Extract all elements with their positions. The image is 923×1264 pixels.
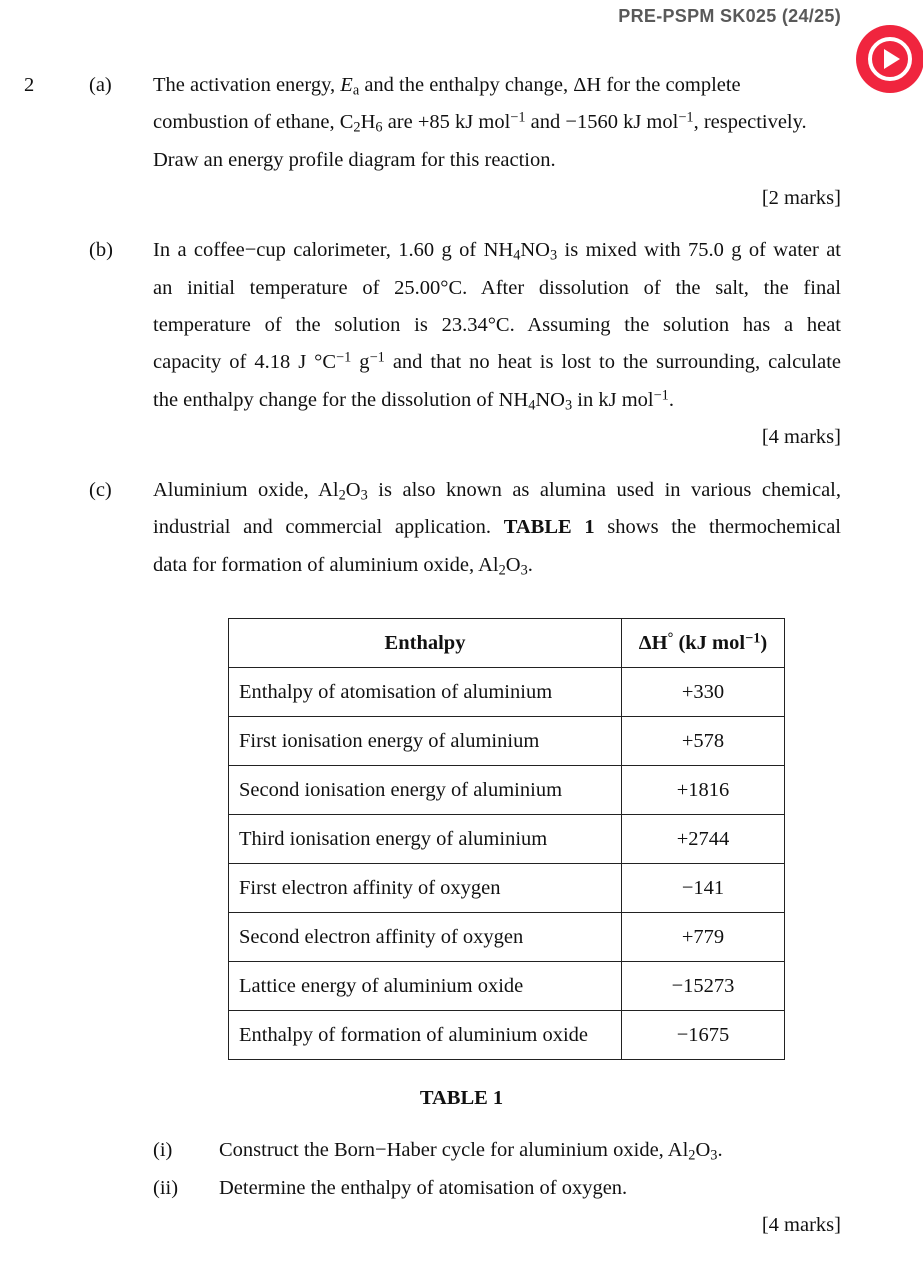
row-value: +2744 [622, 815, 785, 864]
row-label: Second ionisation energy of aluminium [229, 766, 622, 815]
row-value: +578 [622, 717, 785, 766]
row-label: First electron affinity of oxygen [229, 864, 622, 913]
part-c-ii-label: (ii) [153, 1177, 179, 1199]
table-row [229, 1011, 785, 1060]
row-value: +330 [622, 668, 785, 717]
row-value: +1816 [622, 766, 785, 815]
row-label: First ionisation energy of aluminium [229, 717, 622, 766]
table-row [229, 668, 785, 717]
part-b-line-4: capacity of 4.18 J $^\circ C^{-1}$ $g^{-1}$ and that no heat is lost to the surrounding, calculate [153, 349, 842, 373]
part-a-marks: [2 marks] [761, 187, 841, 209]
row-label: Second electron affinity of oxygen [229, 913, 622, 962]
part-c-ii-text: Determine the enthalpy of atomisation of oxygen. [219, 1177, 628, 1199]
row-label: Third ionisation energy of aluminium [229, 815, 622, 864]
part-b-line-2: an initial temperature of 25.00°C. After dissolution of the salt, the final [153, 277, 841, 299]
page-header-code: PRE-PSPM SK025 (24/25) [618, 6, 841, 26]
row-value: +779 [622, 913, 785, 962]
part-c-line-1: Aluminium oxide, $Al_2O_3$ is also known as alumina used in various chemical, [153, 479, 841, 504]
part-c-i-label: (i) [153, 1139, 173, 1161]
part-b-line-5: the enthalpy change for the dissolution of $NH_4NO_3$ in kJ mol$^{-1}$. [153, 387, 674, 414]
part-b-marks: [4 marks] [761, 426, 841, 448]
table-row [229, 717, 785, 766]
table-row [229, 913, 785, 962]
row-value: −15273 [622, 962, 785, 1011]
part-a-line-3: Draw an energy profile diagram for this reaction. [153, 149, 556, 171]
part-b-label: (b) [89, 239, 113, 261]
thermochemical-data-table [228, 618, 785, 1060]
row-value: −141 [622, 864, 785, 913]
row-value: −1675 [622, 1011, 785, 1060]
table-caption: TABLE 1 [419, 1087, 504, 1109]
part-c-line-3: data for formation of aluminium oxide, $Al_2O_3$. [153, 554, 533, 579]
table-row [229, 962, 785, 1011]
table-header-row [229, 619, 785, 668]
part-a-label: (a) [89, 74, 112, 96]
table-row [229, 815, 785, 864]
row-label: Enthalpy of formation of aluminium oxide [229, 1011, 622, 1060]
question-number: 2 [24, 74, 35, 96]
part-b-line-3: temperature of the solution is 23.34°C. Assuming the solution has a heat [153, 314, 841, 336]
row-label: Enthalpy of atomisation of aluminium [229, 668, 622, 717]
part-a-line-2: combustion of ethane, $C_2H_6$ are +85 kJ mol$^{-1}$ and −1560 kJ mol$^{-1}$, respectively. [153, 109, 807, 136]
table-row [229, 864, 785, 913]
part-c-label: (c) [89, 479, 112, 501]
part-b-line-1: In a coffee−cup calorimeter, 1.60 g of $NH_4NO_3$ is mixed with 75.0 g of water at [153, 239, 841, 264]
part-c-i-text: Construct the Born−Haber cycle for aluminium oxide, $Al_2O_3$. [219, 1139, 723, 1164]
part-c-line-2: industrial and commercial application. TABLE 1 shows the thermochemical [153, 516, 841, 538]
table-row [229, 766, 785, 815]
part-a-line-1: The activation energy, $E_a$ and the enthalpy change, ΔH for the complete [153, 74, 741, 99]
play-button-icon [856, 25, 923, 93]
part-c-marks: [4 marks] [761, 1214, 841, 1236]
row-label: Lattice energy of aluminium oxide [229, 962, 622, 1011]
play-button[interactable] [856, 25, 923, 93]
table-header-enthalpy: Enthalpy [229, 619, 622, 668]
table-header-delta-h: ΔH° (kJ mol$^{-1}$) [622, 619, 785, 668]
